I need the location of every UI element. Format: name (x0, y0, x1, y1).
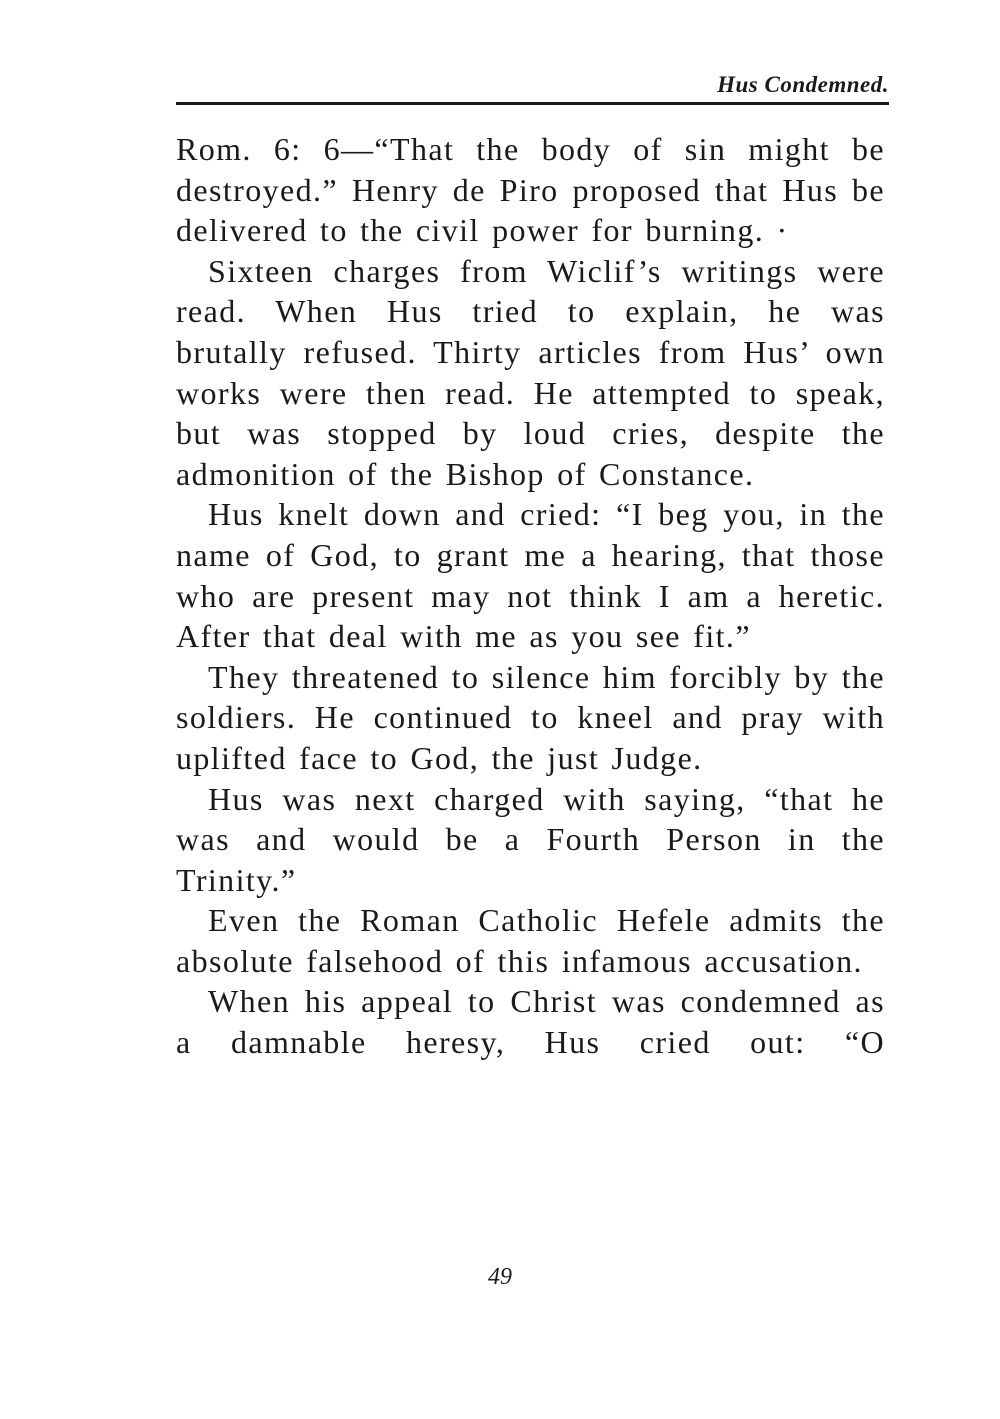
running-title: Hus Condemned. (717, 72, 889, 97)
header-rule (176, 102, 889, 105)
body-text (176, 129, 885, 1063)
paragraph: Hus knelt down and cried: “I beg you, in the name of God, to grant me a hearing, that those who are present may not think I am a heretic. After that deal with me as you see fit.” (176, 496, 885, 655)
paragraph: Sixteen charges from Wiclif’s writings were read. When Hus tried to explain, he was brutally refused. Thirty articles from Hus’ own works were then read. He attempted to speak, but was stopped by loud cries, despite the admonition of the Bishop of Constance. (176, 252, 885, 492)
paragraph: Rom. 6: 6—“That the body of sin might be destroyed.” Henry de Piro proposed that Hus be delivered to the civil power for burning. · (176, 131, 885, 249)
paragraph: Hus was next charged with saying, “that he was and would be a Fourth Person in the Trinity.” (176, 780, 885, 898)
paragraph: When his appeal to Christ was condemned as a damnable heresy, Hus cried out: “O (176, 983, 885, 1061)
paragraph: Even the Roman Catholic Hefele admits the absolute falsehood of this infamous accusation. (176, 902, 885, 979)
paragraph: They threatened to silence him forcibly by the soldiers. He continued to kneel and pray with uplifted face to God, the just Judge. (176, 658, 885, 776)
page-number: 49 (488, 1264, 512, 1290)
